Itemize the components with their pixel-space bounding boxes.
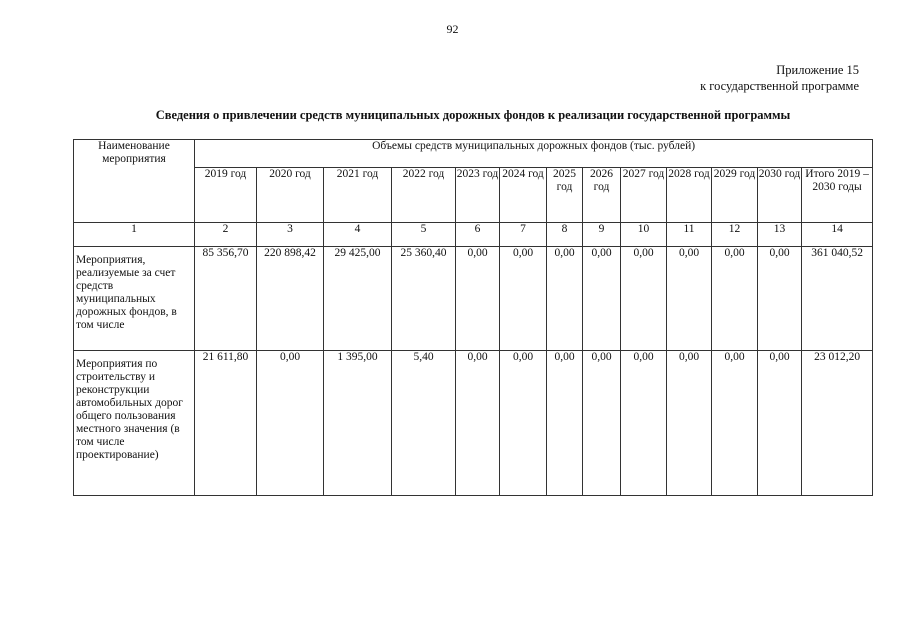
row-value: 0,00 xyxy=(583,247,621,351)
header-year: 2027 год xyxy=(621,168,667,223)
header-year: 2019 год xyxy=(195,168,257,223)
column-number: 7 xyxy=(500,223,547,247)
row-value: 21 611,80 xyxy=(195,351,257,496)
header-year: 2028 год xyxy=(667,168,712,223)
row-value: 0,00 xyxy=(257,351,324,496)
appendix-line-2: к государственной программе xyxy=(700,79,859,93)
page-number: 92 xyxy=(446,22,459,36)
row-value: 0,00 xyxy=(500,247,547,351)
row-value: 0,00 xyxy=(667,351,712,496)
column-number-row xyxy=(74,223,873,247)
row-measure-name: Мероприятия, реализуемые за счет средств муниципальных дорожных фондов, в том числе xyxy=(74,247,195,351)
header-year: 2020 год xyxy=(257,168,324,223)
header-measure-name: Наименование мероприятия xyxy=(74,140,195,223)
row-value: 0,00 xyxy=(667,247,712,351)
table-header-row xyxy=(74,140,873,168)
row-value: 0,00 xyxy=(712,247,758,351)
column-number: 10 xyxy=(621,223,667,247)
row-value: 5,40 xyxy=(392,351,456,496)
column-number: 14 xyxy=(802,223,873,247)
column-number: 4 xyxy=(324,223,392,247)
header-year: 2021 год xyxy=(324,168,392,223)
header-funds-volume: Объемы средств муниципальных дорожных фондов (тыс. рублей) xyxy=(195,140,873,168)
column-number: 11 xyxy=(667,223,712,247)
appendix-caption xyxy=(700,62,859,94)
header-year: 2026 год xyxy=(583,168,621,223)
row-value: 0,00 xyxy=(547,351,583,496)
column-number: 1 xyxy=(74,223,195,247)
column-number: 5 xyxy=(392,223,456,247)
row-value: 1 395,00 xyxy=(324,351,392,496)
row-value: 0,00 xyxy=(547,247,583,351)
column-number: 2 xyxy=(195,223,257,247)
row-total: 361 040,52 xyxy=(802,247,873,351)
header-year: 2024 год xyxy=(500,168,547,223)
header-year: 2029 год xyxy=(712,168,758,223)
header-total: Итого 2019 – 2030 годы xyxy=(802,168,873,223)
row-value: 0,00 xyxy=(712,351,758,496)
row-value: 0,00 xyxy=(621,351,667,496)
table-row xyxy=(74,351,873,496)
row-value: 0,00 xyxy=(500,351,547,496)
row-value: 29 425,00 xyxy=(324,247,392,351)
funds-table xyxy=(73,139,873,496)
row-value: 25 360,40 xyxy=(392,247,456,351)
column-number: 3 xyxy=(257,223,324,247)
column-number: 13 xyxy=(758,223,802,247)
row-value: 0,00 xyxy=(758,351,802,496)
header-year: 2030 год xyxy=(758,168,802,223)
row-value: 0,00 xyxy=(621,247,667,351)
row-value: 0,00 xyxy=(583,351,621,496)
header-year: 2022 год xyxy=(392,168,456,223)
appendix-line-1: Приложение 15 xyxy=(776,63,859,77)
row-value: 220 898,42 xyxy=(257,247,324,351)
row-value: 0,00 xyxy=(758,247,802,351)
column-number: 6 xyxy=(456,223,500,247)
column-number: 12 xyxy=(712,223,758,247)
row-measure-name: Мероприятия по строительству и реконструкции автомобильных дорог общего пользования местного значения (в том числе проектирование) xyxy=(74,351,195,496)
row-value: 85 356,70 xyxy=(195,247,257,351)
row-value: 0,00 xyxy=(456,247,500,351)
header-year: 2023 год xyxy=(456,168,500,223)
document-title: Сведения о привлечении средств муниципальных дорожных фондов к реализации государственной программы xyxy=(155,108,791,122)
table-row xyxy=(74,247,873,351)
row-total: 23 012,20 xyxy=(802,351,873,496)
header-year: 2025 год xyxy=(547,168,583,223)
column-number: 9 xyxy=(583,223,621,247)
column-number: 8 xyxy=(547,223,583,247)
row-value: 0,00 xyxy=(456,351,500,496)
